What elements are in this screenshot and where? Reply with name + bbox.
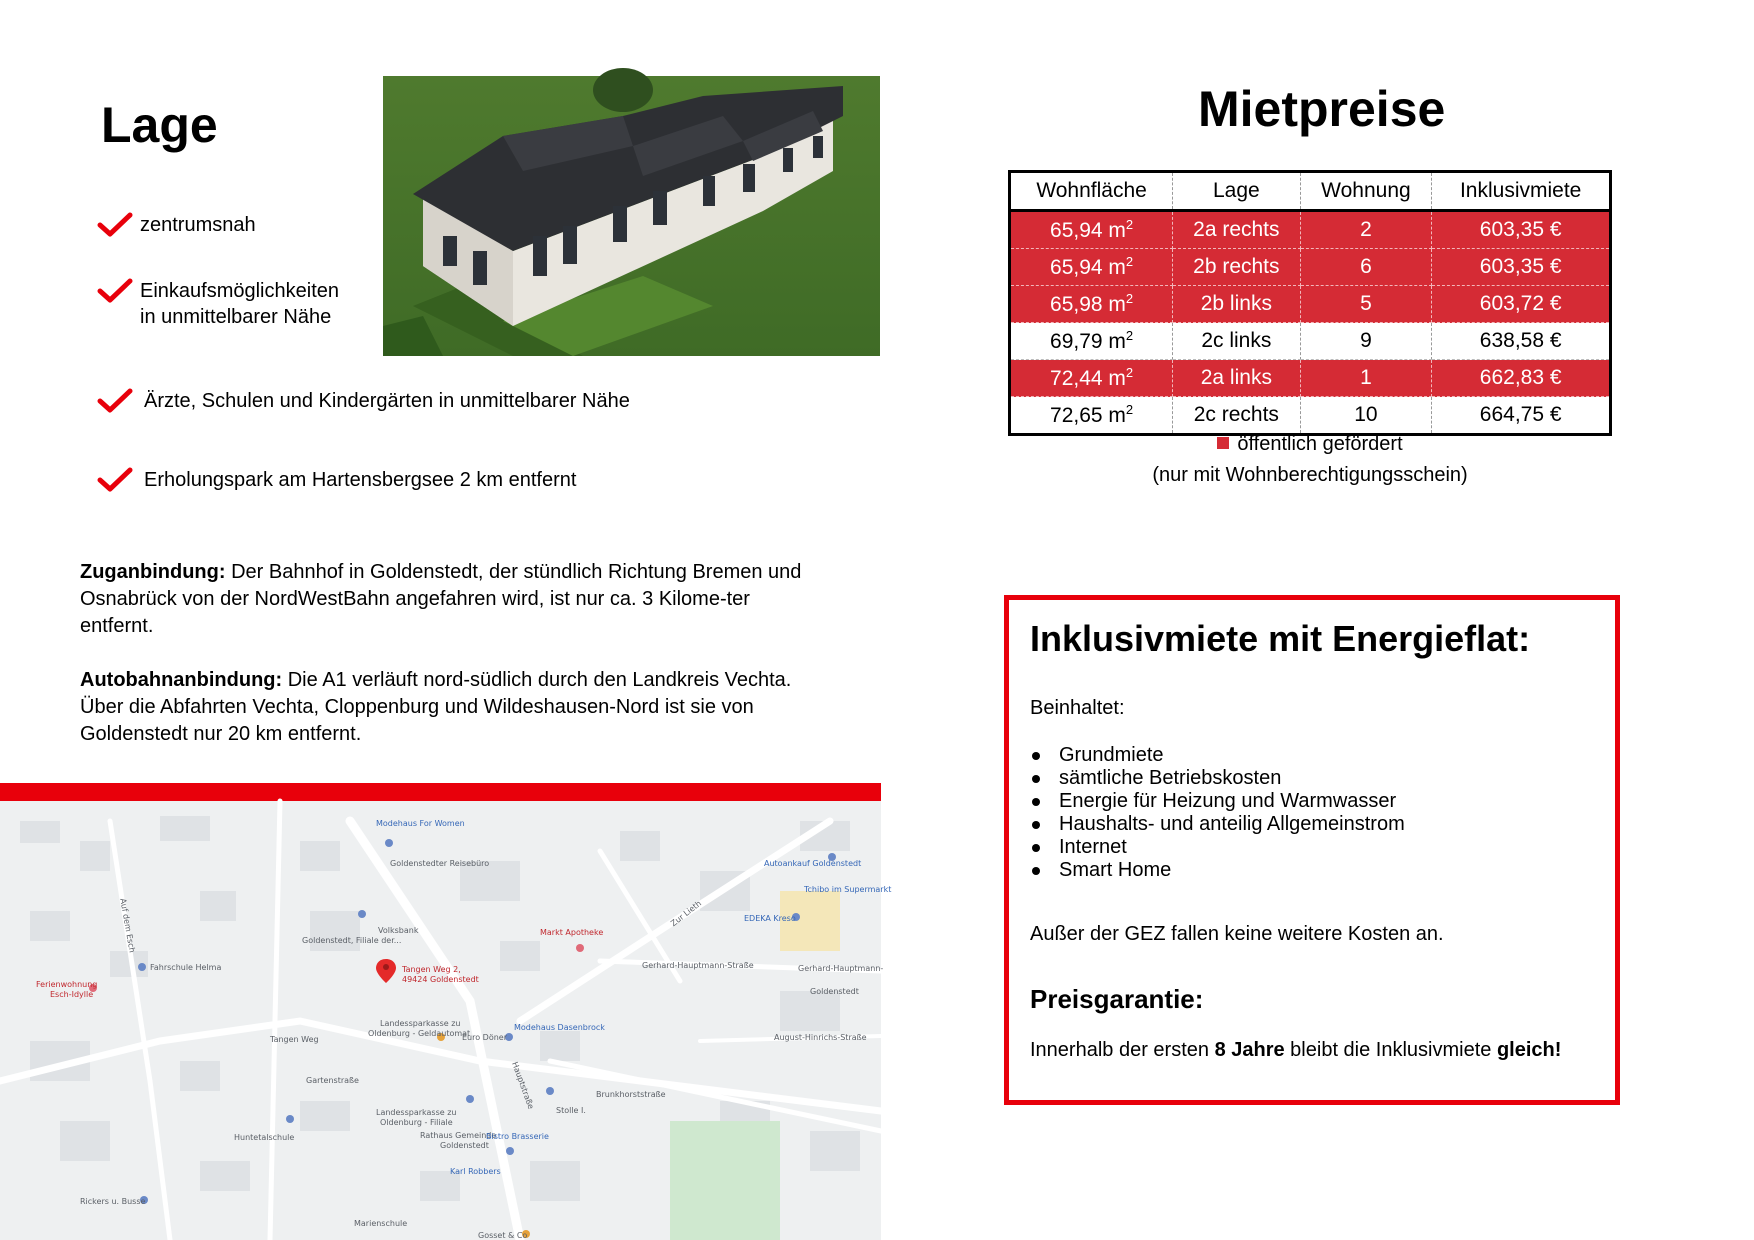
lage-item-text: Einkaufsmöglichkeiten xyxy=(140,280,339,302)
map-label: Gerhard-Hauptmann- xyxy=(798,964,884,973)
map-label: Rickers u. Busse xyxy=(80,1197,146,1206)
list-item: Grundmiete xyxy=(1030,744,1590,767)
map-label: Goldenstedt, Filiale der... xyxy=(302,936,402,945)
energieflat-list xyxy=(1030,744,1590,882)
area-unit-exponent: 2 xyxy=(1125,254,1134,269)
map-label: Ferienwohnung xyxy=(36,980,98,989)
map-label: Rathaus Gemeinde xyxy=(420,1131,497,1140)
map-label: Landessparkasse zu xyxy=(376,1108,457,1117)
mietpreise-table xyxy=(1008,170,1612,436)
wohnung-cell: 1 xyxy=(1300,360,1432,397)
zuganbindung-text: Der Bahnhof in Goldenstedt, der stündlich Richtung Bremen und Osnabrück von der NordWestBahn angefahren wird, ist nur ca. 3 Kilome-ter entfernt. xyxy=(80,561,802,637)
map-label: Hauptstraße xyxy=(510,1060,536,1111)
map-label: Fahrschule Helma xyxy=(150,963,222,972)
list-item: Smart Home xyxy=(1030,859,1590,882)
legend xyxy=(1008,433,1612,456)
map-label: Markt Apotheke xyxy=(540,928,604,937)
lage-item-text: Erholungspark am Hartensbergsee 2 km entfernt xyxy=(144,469,577,491)
lage-item xyxy=(98,212,256,238)
map-label: Gerhard-Hauptmann-Straße xyxy=(642,961,754,970)
lage-item xyxy=(98,388,630,414)
map-label: Modehaus Dasenbrock xyxy=(514,1023,605,1032)
legend-note: (nur mit Wohnberechtigungsschein) xyxy=(1152,464,1468,486)
preisgarantie-emphasis: gleich! xyxy=(1496,1039,1562,1061)
preisgarantie-text-part: Innerhalb der ersten xyxy=(1030,1039,1215,1061)
table-row xyxy=(1010,211,1611,249)
energieflat-note: Außer der GEZ fallen keine weitere Kosten an. xyxy=(1030,923,1444,945)
map-label: Tangen Weg xyxy=(270,1035,319,1044)
lage-cell: 2a rechts xyxy=(1173,211,1300,249)
autobahnanbindung-text: Die A1 verläuft nord-südlich durch den Landkreis Vechta. Über die Abfahrten Vechta, Cloppenburg und Wildeshausen-Nord ist sie von Goldenstedt nur 20 km entfernt. xyxy=(80,669,792,745)
mietpreise-title: Mietpreise xyxy=(1198,81,1446,137)
map-label: Goldenstedter Reisebüro xyxy=(390,859,490,868)
map-label: Gosset & Co xyxy=(478,1231,528,1240)
wohnflaeche-cell xyxy=(1010,360,1173,397)
zuganbindung-paragraph xyxy=(80,559,820,640)
preisgarantie-years: 8 Jahre xyxy=(1214,1039,1285,1061)
miete-cell: 638,58 € xyxy=(1432,323,1611,360)
lage-cell: 2b links xyxy=(1173,286,1300,323)
list-item: Internet xyxy=(1030,836,1590,859)
area-value: 72,65 xyxy=(1050,404,1103,427)
map-label: Brunkhorststraße xyxy=(596,1090,666,1099)
list-item: sämtliche Betriebskosten xyxy=(1030,767,1590,790)
area-value: 72,44 xyxy=(1050,367,1103,390)
miete-cell: 603,72 € xyxy=(1432,286,1611,323)
map-label: Tchibo im Supermarkt xyxy=(804,885,892,894)
energieflat-intro: Beinhaltet: xyxy=(1030,697,1125,719)
autobahnanbindung-paragraph xyxy=(80,667,820,748)
map-label: Oldenburg - Filiale xyxy=(380,1118,453,1127)
table-row xyxy=(1010,360,1611,397)
area-value: 65,98 xyxy=(1050,293,1103,316)
area-unit: m xyxy=(1108,293,1126,316)
area-unit-exponent: 2 xyxy=(1125,217,1134,232)
area-unit-exponent: 2 xyxy=(1125,328,1134,343)
list-item: Haushalts- und anteilig Allgemeinstrom xyxy=(1030,813,1590,836)
map-pin-label: 49424 Goldenstedt xyxy=(402,975,479,984)
preisgarantie-text xyxy=(1030,1039,1561,1062)
table-row xyxy=(1010,249,1611,286)
column-header: Lage xyxy=(1173,172,1300,211)
wohnflaeche-cell xyxy=(1010,249,1173,286)
lage-title: Lage xyxy=(101,97,218,153)
miete-cell: 662,83 € xyxy=(1432,360,1611,397)
area-value: 69,79 xyxy=(1050,330,1103,353)
map-label: Stolle I. xyxy=(556,1106,586,1115)
lage-item-text: zentrumsnah xyxy=(140,214,256,236)
area-unit-exponent: 2 xyxy=(1125,365,1134,380)
checkmark-icon xyxy=(98,212,132,238)
map-label: Karl Robbers xyxy=(450,1167,501,1176)
lage-item xyxy=(98,278,339,330)
column-header: Wohnfläche xyxy=(1010,172,1173,211)
checkmark-icon xyxy=(98,278,132,304)
table-row xyxy=(1010,286,1611,323)
table-header-row xyxy=(1010,172,1611,211)
wohnflaeche-cell xyxy=(1010,286,1173,323)
area-unit-exponent: 2 xyxy=(1125,291,1134,306)
area-unit: m xyxy=(1108,219,1126,242)
map-label: Goldenstedt xyxy=(810,987,859,996)
wohnflaeche-cell xyxy=(1010,397,1173,435)
energieflat-box xyxy=(1004,595,1620,1105)
map-label: Modehaus For Women xyxy=(376,819,465,828)
lage-item-text: in unmittelbarer Nähe xyxy=(140,306,332,328)
map-label: Oldenburg - Geldautomat xyxy=(368,1029,471,1038)
wohnung-cell: 10 xyxy=(1300,397,1432,435)
map-pin-label: Tangen Weg 2, xyxy=(402,965,461,974)
map-label: Bistro Brasserie xyxy=(486,1132,549,1141)
checkmark-icon xyxy=(98,467,132,493)
zuganbindung-label: Zuganbindung: xyxy=(80,561,226,583)
autobahnanbindung-label: Autobahnanbindung: xyxy=(80,669,283,691)
legend-label: öffentlich gefördert xyxy=(1237,433,1403,455)
map-label: Landessparkasse zu xyxy=(380,1019,461,1028)
table-row xyxy=(1010,397,1611,435)
miete-cell: 603,35 € xyxy=(1432,249,1611,286)
area-value: 65,94 xyxy=(1050,219,1103,242)
map-label: Auf dem Esch xyxy=(118,897,137,954)
map-label: Euro Döner xyxy=(462,1033,508,1042)
miete-cell: 603,35 € xyxy=(1432,211,1611,249)
building-rendering-image xyxy=(383,76,880,356)
map-label: Marienschule xyxy=(354,1219,408,1228)
map-label: August-Hinrichs-Straße xyxy=(774,1033,867,1042)
column-header: Inklusivmiete xyxy=(1432,172,1611,211)
legend-swatch xyxy=(1217,437,1229,449)
area-unit-exponent: 2 xyxy=(1125,402,1134,417)
area-unit: m xyxy=(1108,330,1126,353)
map-label: Volksbank xyxy=(378,926,419,935)
preisgarantie-text-part: bleibt die Inklusivmiete xyxy=(1284,1039,1497,1061)
energieflat-title: Inklusivmiete mit Energieflat: xyxy=(1030,618,1531,659)
lage-cell: 2c links xyxy=(1173,323,1300,360)
area-unit: m xyxy=(1108,256,1126,279)
miete-cell: 664,75 € xyxy=(1432,397,1611,435)
list-item: Energie für Heizung und Warmwasser xyxy=(1030,790,1590,813)
location-map xyxy=(0,801,892,1240)
wohnung-cell: 5 xyxy=(1300,286,1432,323)
map-header-bar xyxy=(0,783,881,801)
wohnung-cell: 2 xyxy=(1300,211,1432,249)
table-row xyxy=(1010,323,1611,360)
wohnung-cell: 9 xyxy=(1300,323,1432,360)
lage-cell: 2a links xyxy=(1173,360,1300,397)
map-label: Gartenstraße xyxy=(306,1076,359,1085)
map-label: EDEKA Kreso xyxy=(744,914,796,923)
area-unit: m xyxy=(1108,404,1126,427)
area-unit: m xyxy=(1108,367,1126,390)
map-label: Huntetalschule xyxy=(234,1133,295,1142)
checkmark-icon xyxy=(98,388,132,414)
map-label: Goldenstedt xyxy=(440,1141,489,1150)
wohnflaeche-cell xyxy=(1010,211,1173,249)
map-label: Esch-Idylle xyxy=(50,990,94,999)
lage-item xyxy=(98,467,576,493)
area-value: 65,94 xyxy=(1050,256,1103,279)
lage-cell: 2b rechts xyxy=(1173,249,1300,286)
wohnflaeche-cell xyxy=(1010,323,1173,360)
wohnung-cell: 6 xyxy=(1300,249,1432,286)
map-label: Autoankauf Goldenstedt xyxy=(764,859,862,868)
column-header: Wohnung xyxy=(1300,172,1432,211)
map-label: Zur Lieth xyxy=(669,898,704,929)
lage-item-text: Ärzte, Schulen und Kindergärten in unmittelbarer Nähe xyxy=(144,390,630,412)
lage-cell: 2c rechts xyxy=(1173,397,1300,435)
preisgarantie-title: Preisgarantie: xyxy=(1030,984,1204,1014)
